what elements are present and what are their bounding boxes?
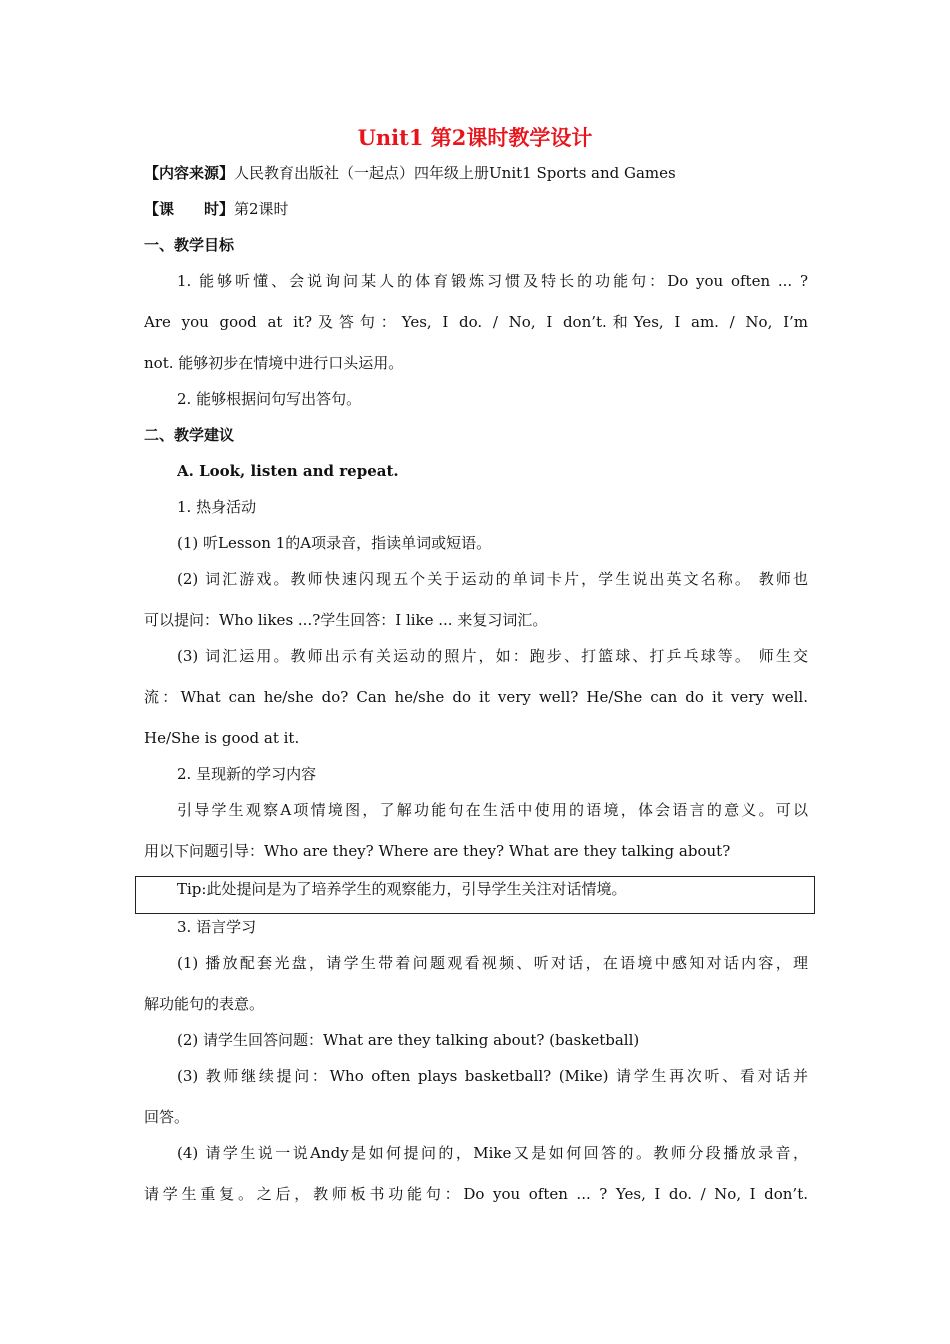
step2-heading: 2. 呈现新的学习内容 [177, 765, 317, 783]
step1-item3-line1: (3) 词汇运用。教师出示有关运动的照片，如：跑步、打篮球、打乒乓球等。 师生交 [177, 647, 808, 665]
step1-item1: (1) 听Lesson 1的A项录音，指读单词或短语。 [177, 534, 492, 552]
source-line [144, 162, 808, 184]
step3-item2: (2) 请学生回答问题：What are they talking about? (basketball) [177, 1031, 640, 1049]
step2-line1: 引导学生观察A项情境图，了解功能句在生活中使用的语境，体会语言的意义。可以 [177, 801, 808, 819]
suggest-heading: 二、教学建议 [144, 426, 235, 444]
document-title: Unit1 第2课时教学设计 [357, 125, 593, 150]
period-label: 【课 时】 [144, 200, 235, 218]
step3-item1-line1: (1) 播放配套光盘，请学生带着问题观看视频、听对话，在语境中感知对话内容，理 [177, 954, 808, 972]
goal2: 2. 能够根据问句写出答句。 [177, 390, 362, 408]
goal1-line1: 1. 能够听懂、会说询问某人的体育锻炼习惯及特长的功能句：Do you often ... ? [177, 272, 808, 290]
step1-item2-line1: (2) 词汇游戏。教师快速闪现五个关于运动的单词卡片，学生说出英文名称。 教师也 [177, 570, 808, 588]
step3-item4-line2: 请学生重复。之后，教师板书功能句：Do you often ... ? Yes, I do. / No, I don’t. [144, 1185, 808, 1203]
step3-item3-line1: (3) 教师继续提问：Who often plays basketball? (Mike) 请学生再次听、看对话并 [177, 1067, 808, 1085]
step1-item3-line2: 流：What can he/she do? Can he/she do it very well? He/She can do it very well. [144, 688, 808, 706]
source-value: 人民教育出版社（一起点）四年级上册Unit1 Sports and Games [234, 164, 676, 182]
step3-heading: 3. 语言学习 [177, 918, 257, 936]
step1-heading: 1. 热身活动 [177, 498, 257, 516]
step1-item3-line3: He/She is good at it. [144, 729, 300, 747]
step2-line2: 用以下问题引导：Who are they? Where are they? What are they talking about? [144, 842, 731, 860]
source-label: 【内容来源】 [144, 164, 235, 182]
period-line [144, 198, 808, 220]
goals-heading: 一、教学目标 [144, 236, 235, 254]
period-value: 第2课时 [234, 200, 289, 218]
step1-item2-line2: 可以提问：Who likes ...?学生回答：I like ... 来复习词汇。 [144, 611, 548, 629]
goal1-line2: Are you good at it?及答句：Yes, I do. / No, I don’t.和Yes, I am. / No, I’m [144, 313, 808, 331]
goal1-line3: not. 能够初步在情境中进行口头运用。 [144, 354, 404, 372]
step3-item1-line2: 解功能句的表意。 [144, 995, 265, 1013]
tip-text: Tip:此处提问是为了培养学生的观察能力，引导学生关注对话情境。 [177, 880, 627, 898]
part-a-heading: A. Look, listen and repeat. [177, 462, 399, 480]
step3-item4-line1: (4) 请学生说一说Andy是如何提问的，Mike又是如何回答的。教师分段播放录音， [177, 1144, 808, 1162]
step3-item3-line2: 回答。 [144, 1108, 190, 1126]
